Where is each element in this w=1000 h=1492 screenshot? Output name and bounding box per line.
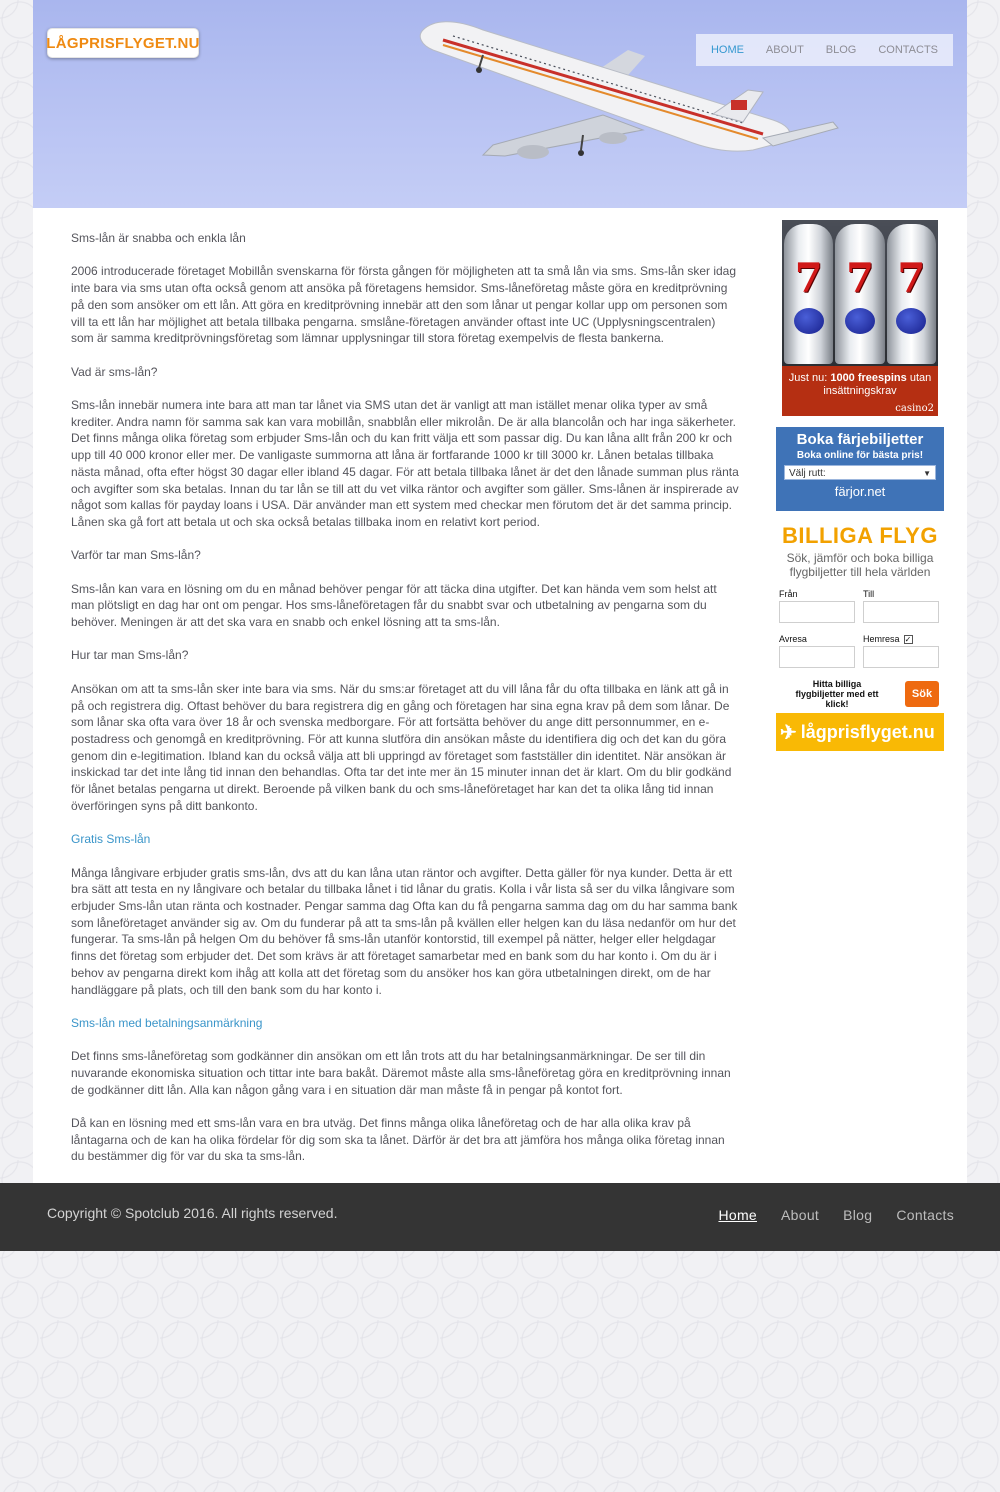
topnav-about[interactable]: ABOUT bbox=[765, 44, 804, 56]
article-paragraph: Många långivare erbjuder gratis sms-lån, dvs att du kan låna utan räntor och avgifter. Detta gäller för nya kunder. Detta är ett bra sätt att testa en ny långivare och betalar du tillbaka lånet i tid lånar du gratis. Kolla i vår lista så ser du vilka långivare som erbjuder Sms-lån utan ränta och kostnader. Pengar samma dag Ofta kan du få pengarna samma dag om du har samma bank som låneföretaget använder sig av. Om du funderar på att ta sms-lån på kvällen eller helgen kan du läsa nedanför om hur det fungerar. Ta sms-lån på helgen Om du behöver få sms-lån utanför kontorstid, till exempel på nätter, helger eller helgdagar finns det företag som erbjuder det. Det som krävs är att företaget samarbetar med en bank som du har konto i. Om du är i behov av pengarna direkt kom ihåg att kolla att det företag som du ansöker hos kan göra utbetalningen direkt, om de har handläggare på plats, och till den bank som du har konto i. bbox=[71, 865, 738, 997]
casino-promo-bold: 1000 freespins bbox=[830, 372, 907, 384]
site-logo[interactable]: LÅGPRISFLYGET.NU bbox=[47, 28, 199, 58]
article-heading: Hur tar man Sms-lån? bbox=[71, 648, 189, 663]
ferry-title: Boka färjebiljetter bbox=[796, 431, 924, 448]
to-label: Till bbox=[863, 589, 875, 599]
copyright-text: Copyright © Spotclub 2016. All rights reserved. bbox=[47, 1205, 338, 1221]
article-intro: Sms-lån är snabba och enkla lån bbox=[71, 231, 246, 245]
ferry-ad-banner[interactable] bbox=[776, 427, 944, 511]
footer-nav-home[interactable]: Home bbox=[718, 1207, 758, 1223]
slot-reels-image bbox=[782, 220, 938, 366]
flight-widget-subtitle: Sök, jämför och boka billiga flygbiljetter till hela världen bbox=[786, 551, 934, 579]
return-label-row bbox=[863, 634, 943, 646]
return-date-input[interactable] bbox=[863, 646, 939, 668]
from-label: Från bbox=[779, 589, 798, 599]
article-paragraph: Ansökan om att ta sms-lån sker inte bara via sms. När du sms:ar företaget att du vill låna får du ofta tillbaka en länk att gå in på och registrera dig. Oftast behöver du bara registrera dig en gång och företagen har sina egna krav på dem som lånar. De som lånar ska ofta vara över 18 år och svenska medborgare. För att fortsätta behöver du ange ditt personnummer, en e-postadress och genomgå en kreditprövning. För att kunna slutföra din ansökan måste du identifiera dig och det kan du göra genom din e-legitimation. Ibland kan du också välja att bli uppringd av företaget som fastställer din identitet. När ansökan är inskickad tar det inte lång tid innan den behandlas. Ofta tar det inte mer än 15 minuter innan det är klart. Om du blir godkänd för lånet betalas pengarna ut direkt. Beroende på vilken bank du och sms-låneföretaget har kan det ta olika lång tid innan överföringen syns på ditt bankonto. bbox=[71, 681, 732, 813]
flight-search-row bbox=[776, 679, 944, 709]
return-checkbox[interactable]: ✓ bbox=[904, 635, 912, 645]
ferry-url: färjor.net bbox=[834, 484, 886, 499]
depart-date-input[interactable] bbox=[779, 646, 855, 668]
slot-reel: 7 bbox=[784, 224, 833, 364]
footer-nav-contacts[interactable]: Contacts bbox=[896, 1207, 954, 1223]
footer-navigation bbox=[718, 1207, 954, 1223]
return-label: Hemresa bbox=[863, 634, 900, 644]
article-paragraph: 2006 introducerade företaget Mobillån svenskarna för första gången för möjligheten att ta små lån via sms. Sms-lån sker idag inte bara via sms utan ofta också genom att ansöka på företagens hemsidor. Sms-låneföretag måste göra en kreditprövning på den som ansöker om ett lån. Att göra en kreditprövning innebär att den som lånar ut pengar kollar upp om personen som vill ta ett lån har möjlighet att betala tillbaka pengarna. smslåne-företagen använder oftast inte UC (Upplysningscentralen) som är samma kreditprövningsföretag som lämnar upplysningar till stora företag exempelvis de flesta bankerna. bbox=[71, 264, 737, 346]
ferry-subtitle: Boka online för bästa pris! bbox=[796, 450, 924, 461]
casino-promo-prefix: Just nu: bbox=[788, 372, 828, 384]
ferry-route-value: Välj rutt: bbox=[789, 468, 826, 479]
casino-ad-banner[interactable] bbox=[782, 220, 938, 416]
page-container bbox=[33, 0, 967, 1183]
lagprisflyget-banner-text: lågprisflyget.nu bbox=[800, 721, 935, 742]
casino-promo-suffix: utan insättningskrav bbox=[823, 372, 932, 397]
slot-reel: 7 bbox=[835, 224, 884, 364]
depart-label: Avresa bbox=[779, 634, 807, 644]
sidebar bbox=[776, 220, 944, 751]
betalningsanmarkning-link[interactable]: Sms-lån med betalningsanmärkning bbox=[71, 1015, 263, 1030]
gratis-sms-lan-link[interactable]: Gratis Sms-lån bbox=[71, 832, 151, 847]
footer bbox=[0, 1183, 1000, 1251]
flight-search-form bbox=[776, 589, 944, 679]
ferry-route-select[interactable] bbox=[784, 465, 936, 480]
footer-nav-about[interactable]: About bbox=[781, 1207, 820, 1223]
footer-nav-blog[interactable]: Blog bbox=[843, 1207, 873, 1223]
to-input[interactable] bbox=[863, 601, 939, 623]
casino-brand: casino2 bbox=[895, 403, 934, 414]
lagprisflyget-banner[interactable] bbox=[776, 713, 944, 751]
topnav-home[interactable]: HOME bbox=[710, 44, 744, 56]
flight-search-button[interactable]: Sök bbox=[905, 681, 939, 707]
article-paragraph: Sms-lån innebär numera inte bara att man tar lånet via SMS utan det är vanligt att man istället menar olika typer av små krediter. Andra namn för samma sak kan vara mobillån, snabblån eller mikrolån. De är alla blancolån och har inga säkerheter. Det finns många olika företag som erbjuder Sms-lån och du kan fritt välja ett som passar dig. Du kan låna allt från 200 kr och upp till 40 000 kronor eller mer. De vanligaste summorna att låna är fortfarande 1000 kr till 3000 kr. Lånen betalas tillbaka nästa månad, ofta efter högst 30 dagar eller ibland 45 dagar. För att betala tillbaka lånet är det den lånade summan plus ränta och avgifter som ska betalas. Innan du tar lån se till att du vet vilka räntor och avgifter som gäller. Sms-lånen är inspirerade av något som kallas för payday loans i USA. Där använder man ett system med checkar men förutom det är det samma princip. Lånen ska gå fort att betala ut och ska också betalas tillbaka inom en relativt kort period. bbox=[71, 397, 739, 529]
from-input[interactable] bbox=[779, 601, 855, 623]
slot-reel: 7 bbox=[887, 224, 936, 364]
flight-search-hint: Hitta billiga flygbiljetter med ett klick! bbox=[795, 679, 879, 709]
article-heading: Varför tar man Sms-lån? bbox=[71, 548, 201, 563]
topnav-blog[interactable]: BLOG bbox=[825, 44, 857, 56]
chevron-down-icon: ▼ bbox=[923, 469, 931, 478]
article-paragraph: Sms-lån kan vara en lösning om du en månad behöver pengar för att täcka dina utgifter. Det kan hända vem som helst att man plötsligt en dag har ont om pengar. Hos sms-låneföretagen får du snabbt svar och utbetalning av pengarna som du behöver. Meningen är att det ska vara en snabb och enkel lösning att ta sms-lån. bbox=[71, 581, 717, 630]
top-navigation bbox=[696, 34, 953, 66]
flight-search-widget bbox=[776, 523, 944, 751]
topnav-contacts[interactable]: CONTACTS bbox=[878, 44, 938, 56]
header bbox=[33, 0, 967, 208]
article-paragraph: Det finns sms-låneföretag som godkänner din ansökan om ett lån trots att du har betalningsanmärkningar. De ser till din nuvarande ekonomiska situation och tittar inte bara bakåt. Däremot måste alla sms-låneföretag göra en kreditprövning innan de godkänner ditt lån. Alla kan någon gång vara i en situation där man måste få in pengar på kontot fort. bbox=[71, 1049, 731, 1097]
article-content bbox=[71, 230, 741, 1182]
airplane-icon: ✈ bbox=[780, 721, 797, 744]
flight-widget-title: BILLIGA FLYG bbox=[782, 523, 938, 548]
article-paragraph: Då kan en lösning med ett sms-lån vara en bra utväg. Det finns många olika låneföretag och de har alla olika krav på låntagarna och de kan ha olika fördelar för dig som ska ta lånet. Därför är det bra att jämföra hos många olika företag innan du bestämmer dig för var du ska ta sms-lån. bbox=[71, 1116, 725, 1164]
article-heading: Vad är sms-lån? bbox=[71, 364, 158, 379]
